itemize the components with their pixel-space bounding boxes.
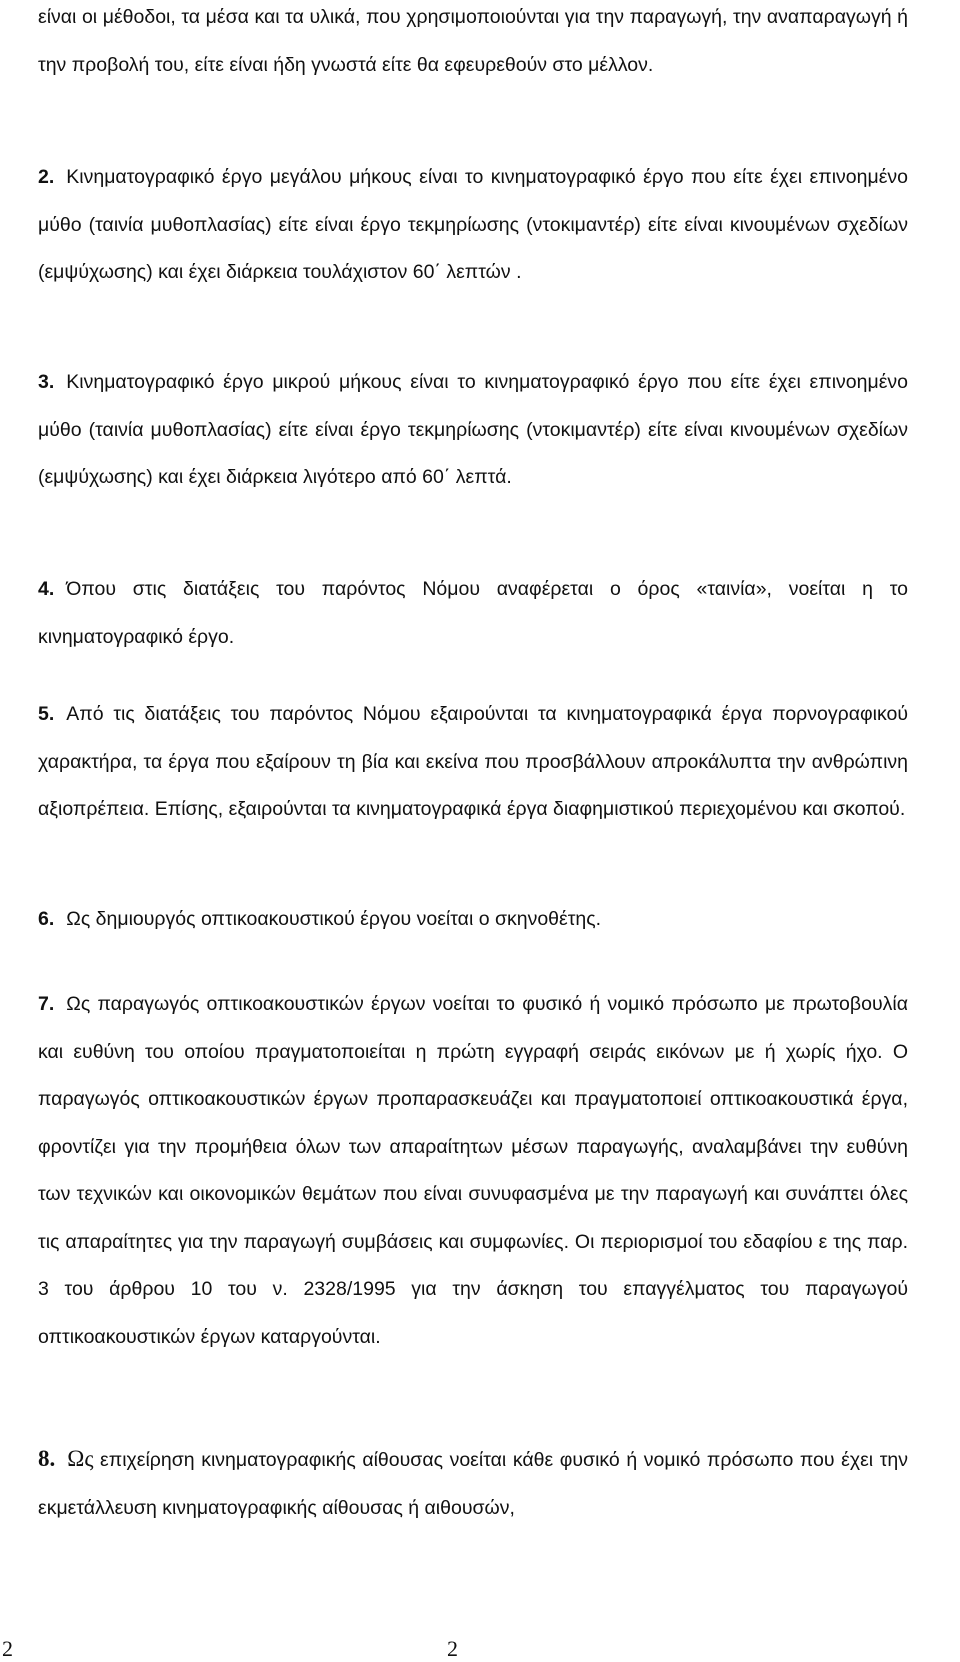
paragraph-number: 3. (38, 371, 55, 393)
footer-page-number-left: 2 (2, 1636, 13, 1661)
paragraph-6 (38, 896, 908, 944)
paragraph-text: Ως παραγωγός οπτικοακουστικών έργων νοείται το φυσικό ή νομικό πρόσωπο με πρωτοβουλία και ευθύνη του οποίου πραγματοποιείται η πρώτη εγγραφή σειράς εικόνων με ή χωρίς ήχο. Ο παραγωγός οπτικοακουστικών έργων προπαρασκευάζει και πραγματοποιεί οπτικοακουστικά έργα, φροντίζει για την προμήθεια όλων των απαραίτητων μέσων παραγωγής, αναλαμβάνει την ευθύνη των τεχνικών και οικονομικών θεμάτων που είναι συνυφασμένα με την παραγωγή και συνάπτει όλες τις απαραίτητες για την παραγωγή συμβάσεις και συμφωνίες. Οι περιορισμοί του εδαφίου ε της παρ. 3 του άρθρου 10 του ν. 2328/1995 για την άσκηση του επαγγέλματος του παραγωγού οπτικοακουστικών έργων καταργούνται. (38, 993, 908, 1348)
footer-page-number-center: 2 (447, 1636, 458, 1661)
paragraph-number: 6. (38, 908, 55, 930)
paragraph-text: είναι οι μέθοδοι, τα μέσα και τα υλικά, που χρησιμοποιούνται για την παραγωγή, την αναπαραγωγή ή την προβολή του, είτε είναι ήδη γνωστά είτε θα εφευρεθούν στο μέλλον. (38, 6, 908, 76)
paragraph-number: 2. (38, 166, 55, 188)
paragraph-3 (38, 359, 908, 502)
paragraph-7 (38, 981, 908, 1361)
paragraph-text: επιχείρηση κινηματογραφικής αίθουσας νοείται κάθε φυσικό ή νομικό πρόσωπο που έχει την εκμετάλλευση κινηματογραφικής αίθουσας ή αιθουσών, (38, 1449, 908, 1519)
paragraph-8 (38, 1435, 908, 1532)
paragraph-2 (38, 154, 908, 297)
paragraph-4 (38, 566, 908, 661)
paragraph-continuation (38, 0, 908, 89)
paragraph-number: 4. (38, 578, 55, 600)
paragraph-number: 7. (38, 993, 55, 1015)
paragraph-number: 5. (38, 703, 55, 725)
paragraph-text: Όπου στις διατάξεις του παρόντος Νόμου αναφέρεται ο όρος «ταινία», νοείται η το κινηματογραφικό έργο. (38, 578, 908, 648)
paragraph-number: 8. (38, 1446, 56, 1471)
paragraph-text: Από τις διατάξεις του παρόντος Νόμου εξαιρούνται τα κινηματογραφικά έργα πορνογραφικού χαρακτήρα, τα έργα που εξαίρουν τη βία και εκείνα που προσβάλλουν απροκάλυπτα την ανθρώπινη αξιοπρέπεια. Επίσης, εξαιρούνται τα κινηματογραφικά έργα διαφημιστικού περιεχομένου και σκοπού. (38, 703, 908, 820)
paragraph-text: Κινηματογραφικό έργο μικρού μήκους είναι το κινηματογραφικό έργο που είτε έχει επινοημένο μύθο (ταινία μυθοπλασίας) είτε είναι έργο τεκμηρίωσης (ντοκιμαντέρ) είτε είναι κινουμένων σχεδίων (εμψύχωσης) και έχει διάρκεια λιγότερο από 60΄ λεπτά. (38, 371, 908, 488)
paragraph-text: Ως δημιουργός οπτικοακουστικού έργου νοείται ο σκηνοθέτης. (66, 908, 602, 930)
paragraph-5 (38, 691, 908, 834)
paragraph-text: Κινηματογραφικό έργο μεγάλου μήκους είναι το κινηματογραφικό έργο που είτε έχει επινοημένο μύθο (ταινία μυθοπλασίας) είτε είναι έργο τεκμηρίωσης (ντοκιμαντέρ) είτε είναι κινουμένων σχεδίων (εμψύχωσης) και έχει διάρκεια τουλάχιστον 60΄ λεπτών . (38, 166, 908, 283)
paragraph-lead-word: Ως (67, 1446, 94, 1471)
